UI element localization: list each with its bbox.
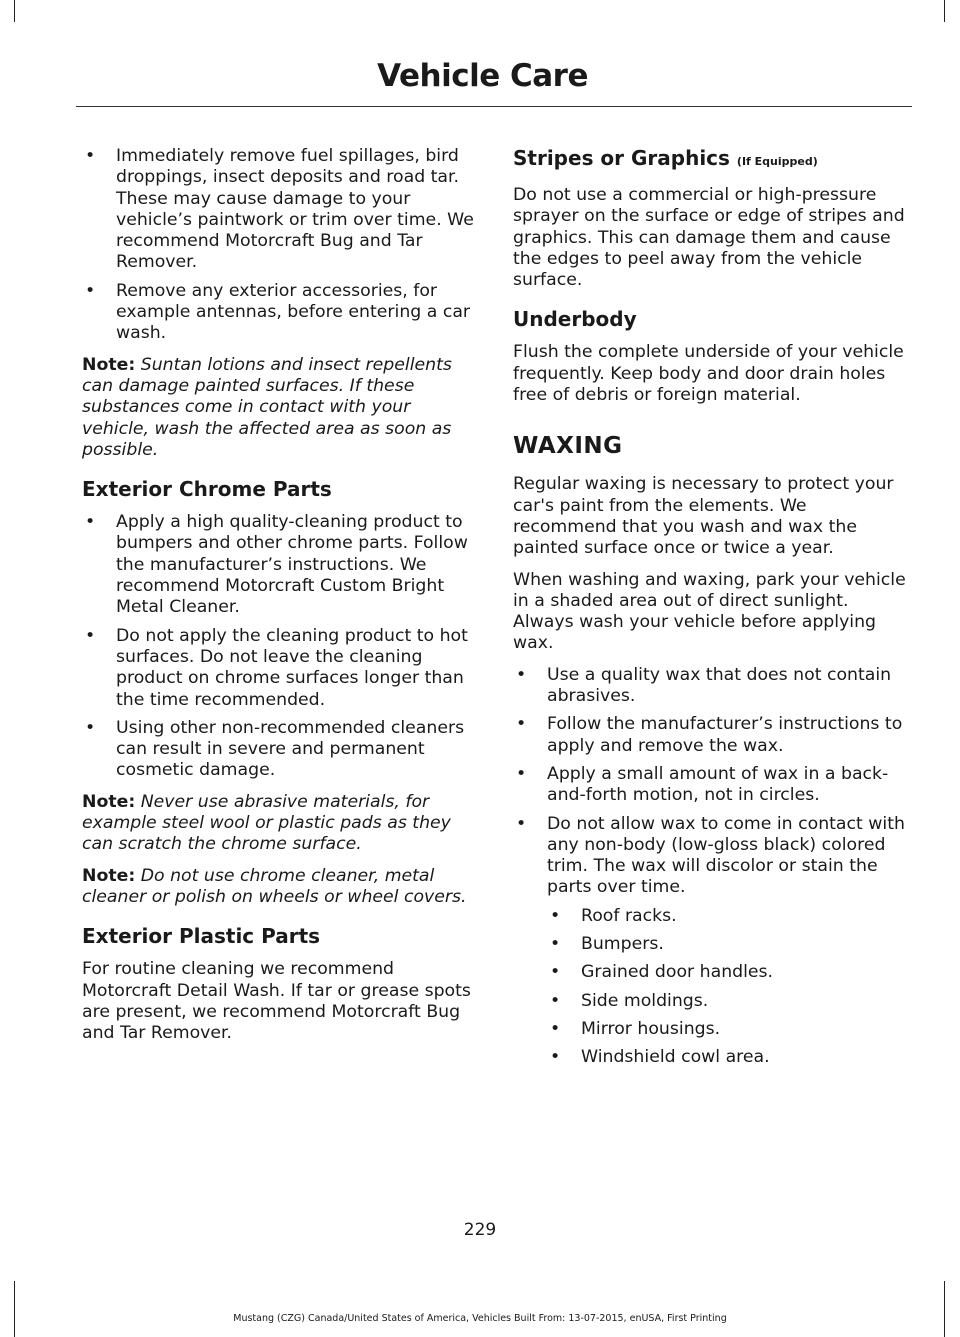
heading-underbody: Underbody (513, 307, 637, 332)
list-item: • Follow the manufacturer’s instructions to apply and remove the wax. (513, 714, 907, 757)
heading-exterior-plastic-parts: Exterior Plastic Parts (82, 924, 321, 949)
heading-text: Stripes or Graphics (513, 146, 730, 170)
list-item: • Apply a high quality-cleaning product to bumpers and other chrome parts. Follow the manufacturer’s instructions. We recommend Motorcraft Custom Bright Metal Cleaner. (82, 512, 476, 618)
note-text: Suntan lotions and insect repellents can damage painted surfaces. If these substances come in contact with your vehicle, wash the affected area as soon as possible. (82, 354, 452, 460)
header-divider (76, 106, 912, 107)
note-text: Do not use chrome cleaner, metal cleaner or polish on wheels or wheel covers. (82, 865, 467, 907)
sub-list-item: • Roof racks. (547, 906, 907, 927)
note-label: Note: (82, 791, 136, 812)
crop-mark-bottom-left (14, 1281, 15, 1337)
note-chrome-cleaner (82, 866, 476, 909)
sub-list-item: • Windshield cowl area. (547, 1047, 907, 1068)
list-item: • Remove any exterior accessories, for example antennas, before entering a car wash. (82, 281, 476, 345)
right-column (513, 146, 907, 1079)
sub-list-item: • Bumpers. (547, 934, 907, 955)
sub-bullet-list-trim (547, 906, 907, 1069)
note-label: Note: (82, 354, 136, 375)
heading-exterior-chrome-parts: Exterior Chrome Parts (82, 477, 332, 502)
paragraph-stripes: Do not use a commercial or high-pressure sprayer on the surface or edge of stripes and graphics. This can damage them and cause the edges to peel away from the vehicle surface. (513, 185, 905, 291)
crop-mark-top-left (14, 0, 15, 22)
sub-list-item: • Mirror housings. (547, 1019, 907, 1040)
list-item: • Do not apply the cleaning product to hot surfaces. Do not leave the cleaning product on chrome surfaces longer than the time recommended. (82, 626, 476, 711)
note-abrasive (82, 792, 476, 856)
note-text: Never use abrasive materials, for example steel wool or plastic pads as they can scratch the chrome surface. (82, 791, 451, 855)
list-item (513, 814, 907, 1069)
paragraph-plastic: For routine cleaning we recommend Motorcraft Detail Wash. If tar or grease spots are present, we recommend Motorcraft Bug and Tar Remover. (82, 959, 471, 1044)
page-number: 229 (463, 1220, 497, 1240)
footer-print-info: Mustang (CZG) Canada/United States of America, Vehicles Built From: 13-07-2015, enUSA, First Printing (233, 1313, 727, 1324)
paragraph-underbody: Flush the complete underside of your vehicle frequently. Keep body and door drain holes free of debris or foreign material. (513, 342, 904, 406)
list-item: • Apply a small amount of wax in a back-and-forth motion, not in circles. (513, 764, 907, 807)
list-item: • Using other non-recommended cleaners can result in severe and permanent cosmetic damage. (82, 718, 476, 782)
list-item-text: Do not allow wax to come in contact with any non-body (low-gloss black) colored trim. The wax will discolor or stain the parts over time. (547, 813, 905, 898)
paragraph-waxing-1: Regular waxing is necessary to protect your car's paint from the elements. We recommend that you wash and wax the painted surface once or twice a year. (513, 474, 894, 559)
bullet-list-chrome (82, 512, 476, 782)
crop-mark-bottom-right (944, 1281, 945, 1337)
crop-mark-top-right (944, 0, 945, 22)
note-suntan (82, 355, 476, 461)
list-item: • Use a quality wax that does not contain abrasives. (513, 665, 907, 708)
bullet-list-washing (82, 146, 476, 345)
page-title: Vehicle Care (377, 58, 588, 94)
note-label: Note: (82, 865, 136, 886)
list-item: • Immediately remove fuel spillages, bird droppings, insect deposits and road tar. These may cause damage to your vehicle’s paintwork or trim over time. We recommend Motorcraft Bug and Tar Remover. (82, 146, 476, 274)
bullet-list-waxing (513, 665, 907, 1069)
paragraph-waxing-2: When washing and waxing, park your vehicle in a shaded area out of direct sunlight. Always wash your vehicle before applying wax. (513, 569, 906, 654)
sub-list-item: • Grained door handles. (547, 962, 907, 983)
left-column (82, 146, 476, 1054)
if-equipped-tag: (If Equipped) (736, 155, 818, 168)
heading-waxing: WAXING (513, 433, 623, 460)
sub-list-item: • Side moldings. (547, 991, 907, 1012)
heading-stripes-or-graphics (513, 146, 907, 174)
